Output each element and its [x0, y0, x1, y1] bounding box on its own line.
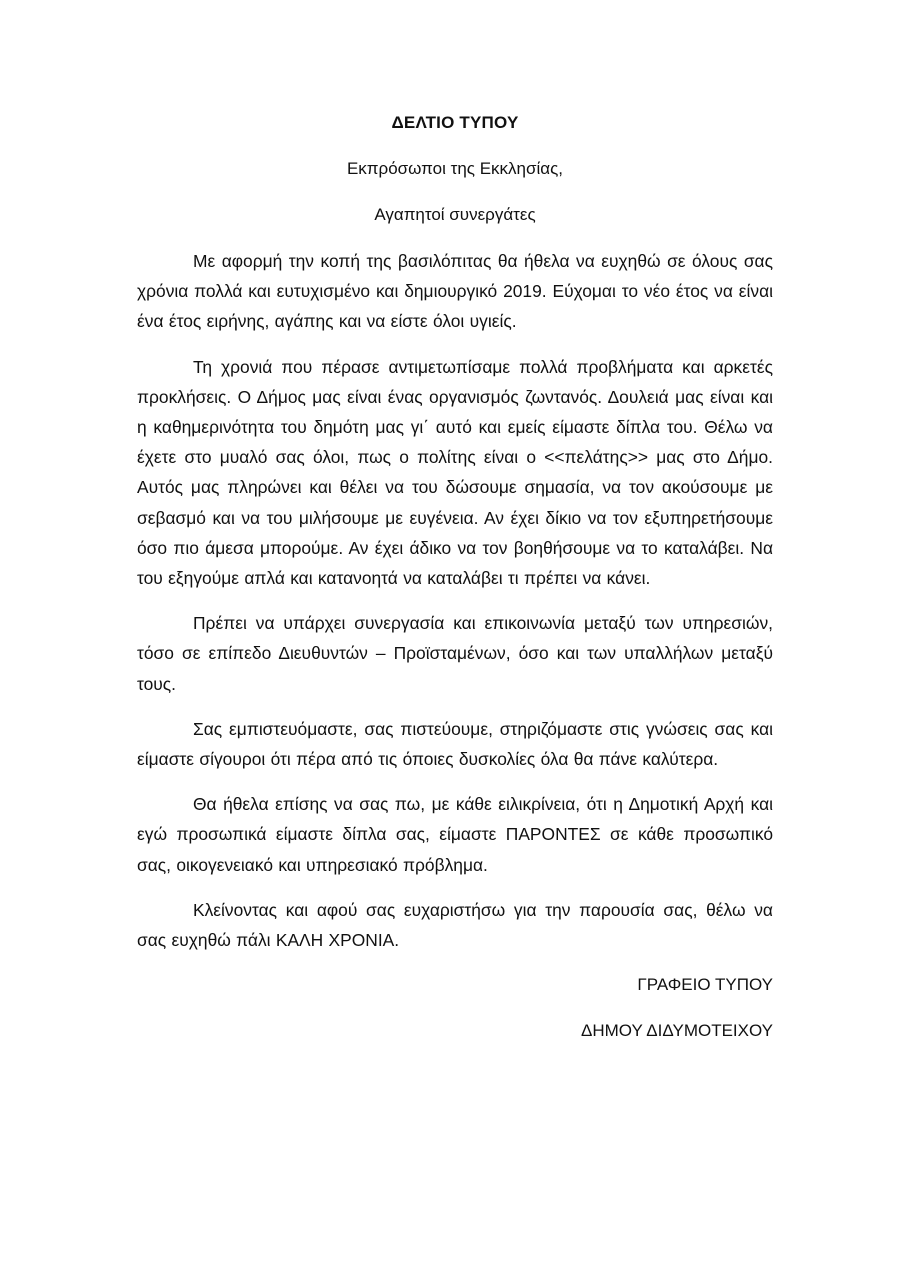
salutation-church-representatives: Εκπρόσωποι της Εκκλησίας, — [346, 159, 564, 178]
press-release-page — [137, 108, 773, 1062]
signature-press-office: ΓΡΑΦΕΙΟ ΤΥΠΟΥ — [637, 975, 773, 995]
document-title: ΔΕΛΤΙΟ ΤΥΠΟΥ — [391, 113, 519, 132]
paragraph-trust: Σας εμπιστευόμαστε, σας πιστεύουμε, στηριζόμαστε στις γνώσεις σας και είμαστε σίγουροι ότι πέρα από τις όποιες δυσκολίες όλα θα πάνε καλύτερα. — [137, 718, 773, 770]
salutation-colleagues: Αγαπητοί συνεργάτες — [374, 205, 536, 224]
signature-municipality: ΔΗΜΟΥ ΔΙΔΥΜΟΤΕΙΧΟΥ — [581, 1021, 773, 1041]
paragraph-support: Θα ήθελα επίσης να σας πω, με κάθε ειλικρίνεια, ότι η Δημοτική Αρχή και εγώ προσωπικά είμαστε δίπλα σας, είμαστε ΠΑΡΟΝΤΕΣ σε κάθε προσωπικό σας, οικογενειακό και υπηρεσιακό πρόβλημα. — [137, 794, 773, 875]
paragraph-new-year-wishes: Με αφορμή την κοπή της βασιλόπιτας θα ήθελα να ευχηθώ σε όλους σας χρόνια πολλά και ευτυχισμένο και δημιουργικό 2019. Εύχομαι το νέο έτος να είναι ένα έτος ειρήνης, αγάπης και να είστε όλοι υγιείς. — [137, 251, 773, 332]
paragraph-cooperation: Πρέπει να υπάρχει συνεργασία και επικοινωνία μεταξύ των υπηρεσιών, τόσο σε επίπεδο Διευθυντών – Προϊσταμένων, όσο και των υπαλλήλων μεταξύ τους. — [137, 613, 773, 694]
paragraph-past-year-challenges: Τη χρονιά που πέρασε αντιμετωπίσαμε πολλά προβλήματα και αρκετές προκλήσεις. Ο Δήμος μας είναι ένας οργανισμός ζωντανός. Δουλειά μας είναι και η καθημερινότητα του δημότη μας γι΄ αυτό και εμείς είμαστε δίπλα του. Θέλω να έχετε στο μυαλό σας όλοι, πως ο πολίτης είναι ο <<πελάτης>> μας στο Δήμο. Αυτός μας πληρώνει και θέλει να του δώσουμε σημασία, να τον ακούσουμε με σεβασμό και να του μιλήσουμε με ευγένεια. Αν έχει δίκιο να τον εξυπηρετήσουμε όσο πιο άμεσα μπορούμε. Αν έχει άδικο να τον βοηθήσουμε να το καταλάβει. Να του εξηγούμε απλά και κατανοητά να καταλάβει τι πρέπει να κάνει. — [137, 356, 773, 589]
paragraph-closing: Κλείνοντας και αφού σας ευχαριστήσω για την παρουσία σας, θέλω να σας ευχηθώ πάλι ΚΑΛΗ ΧΡΟΝΙΑ. — [137, 899, 773, 951]
